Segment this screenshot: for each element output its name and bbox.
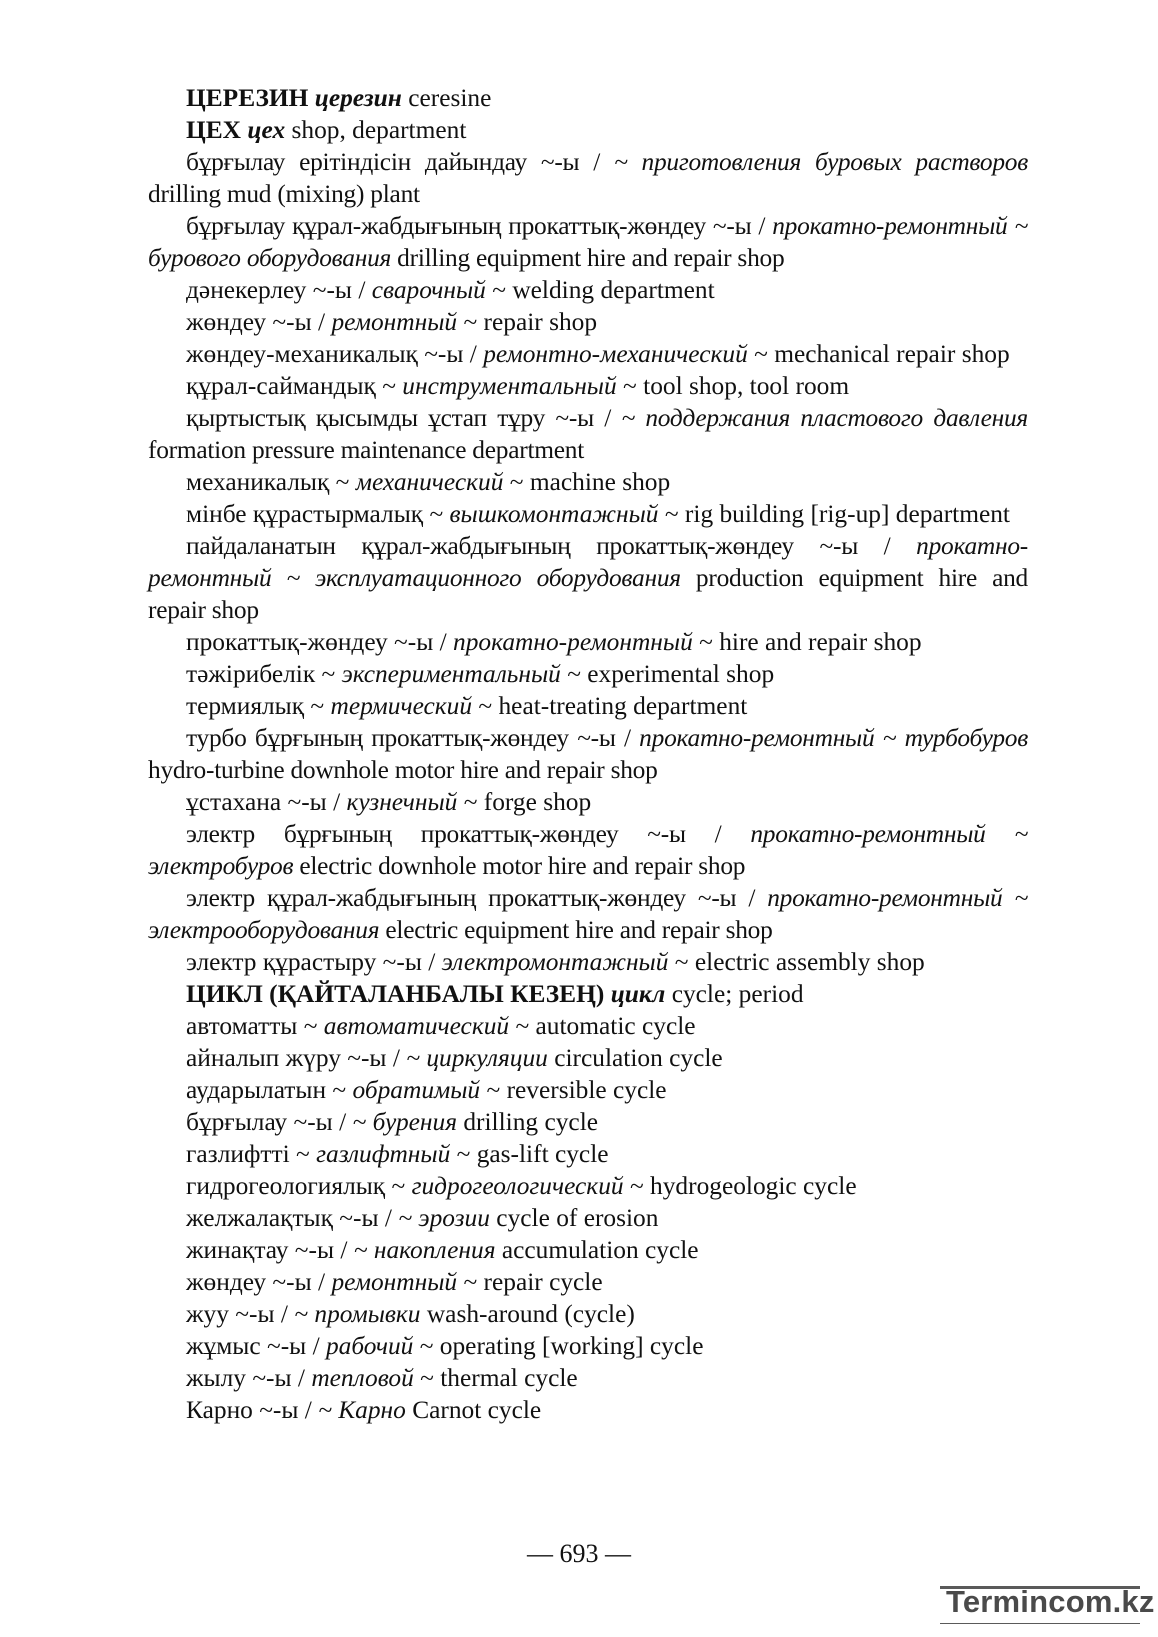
- entry-text: желжалақтық ~-ы /: [186, 1204, 399, 1232]
- entry-text: жуу ~-ы /: [186, 1300, 295, 1328]
- russian-term: ~ приготовления буровых растворов: [614, 148, 1028, 176]
- dictionary-entry: [148, 210, 1028, 274]
- entry-text: cycle; period: [665, 980, 804, 1008]
- entry-text: механикалық ~: [186, 468, 356, 496]
- russian-term: прокатно-ремонтный ~ эксплуатационного оборудования: [148, 532, 1028, 592]
- russian-headword: цикл: [610, 980, 666, 1008]
- entry-text: cycle of erosion: [489, 1204, 659, 1232]
- entry-text: ~ operating [working] cycle: [413, 1332, 704, 1360]
- dictionary-entry: [148, 722, 1028, 786]
- russian-term: ~ промывки: [294, 1300, 421, 1328]
- entry-text: турбо бұрғының прокаттық-жөндеу ~-ы /: [186, 724, 640, 752]
- entry-text: ~ rig building [rig-up] department: [658, 500, 1010, 528]
- watermark-logo: [940, 1582, 1155, 1626]
- dictionary-entry: [148, 498, 1028, 530]
- entry-text: ~ automatic cycle: [509, 1012, 696, 1040]
- russian-term: экспериментальный: [341, 660, 561, 688]
- russian-term: механический: [355, 468, 504, 496]
- russian-term: кузнечный: [346, 788, 458, 816]
- entry-text: formation pressure maintenance department: [148, 436, 585, 464]
- dictionary-entry: [148, 1298, 1028, 1330]
- entry-text: тәжірибелік ~: [186, 660, 342, 688]
- entry-text: ~ machine shop: [503, 468, 671, 496]
- entry-text: электр құрастыру ~-ы /: [186, 948, 442, 976]
- entry-text: accumulation cycle: [495, 1236, 699, 1264]
- dictionary-page: [148, 82, 1028, 1426]
- russian-term: прокатно-ремонтный: [453, 628, 693, 656]
- russian-term: гидрогеологический: [411, 1172, 624, 1200]
- dictionary-entry: [148, 1234, 1028, 1266]
- russian-term: сварочный: [371, 276, 486, 304]
- russian-headword: цех: [247, 116, 286, 144]
- dictionary-entry: [148, 530, 1028, 626]
- entry-text: бұрғылау құрал-жабдығының прокаттық-жөндеу ~-ы /: [186, 212, 773, 240]
- entry-text: пайдаланатын құрал-жабдығының прокаттық-жөндеу ~-ы /: [186, 532, 917, 560]
- russian-term: ~ Карно: [318, 1396, 406, 1424]
- russian-term: ~ эрозии: [398, 1204, 490, 1232]
- entry-text: жөндеу ~-ы /: [186, 1268, 332, 1296]
- entry-text: дәнекерлеу ~-ы /: [186, 276, 372, 304]
- russian-term: прокатно-ремонтный ~ турбобуров: [639, 724, 1028, 752]
- dictionary-entry: [148, 466, 1028, 498]
- dictionary-entry: [148, 1170, 1028, 1202]
- entry-text: электр бұрғының прокаттық-жөндеу ~-ы /: [186, 820, 751, 848]
- entry-text: жөндеу ~-ы /: [186, 308, 332, 336]
- dictionary-entry: [148, 1266, 1028, 1298]
- dictionary-entry: [148, 146, 1028, 210]
- headword: ЦЕРЕЗИН: [186, 84, 309, 112]
- entry-text: ұстахана ~-ы /: [186, 788, 347, 816]
- entry-text: ~ forge shop: [457, 788, 592, 816]
- dictionary-entry: [148, 1042, 1028, 1074]
- russian-term: ~ циркуляции: [406, 1044, 548, 1072]
- entry-text: прокаттық-жөндеу ~-ы /: [186, 628, 454, 656]
- entry-text: электр құрал-жабдығының прокаттық-жөндеу ~-ы /: [186, 884, 768, 912]
- entry-text: electric equipment hire and repair shop: [379, 916, 773, 944]
- entry-text: жұмыс ~-ы /: [186, 1332, 326, 1360]
- entry-text: ~ hydrogeologic cycle: [623, 1172, 857, 1200]
- entry-text: аударылатын ~: [186, 1076, 353, 1104]
- entry-text: ~ electric assembly shop: [668, 948, 925, 976]
- entry-text: жөндеу-механикалық ~-ы /: [186, 340, 484, 368]
- russian-term: вышкомонтажный: [449, 500, 659, 528]
- russian-headword: церезин: [314, 84, 402, 112]
- entry-text: wash-around (cycle): [420, 1300, 635, 1328]
- russian-term: прокатно-ремонтный ~ электрооборудования: [148, 884, 1028, 944]
- russian-term: ~ поддержания пластового давления: [621, 404, 1028, 432]
- entry-text: ~ reversible cycle: [480, 1076, 667, 1104]
- dictionary-entry: [148, 338, 1028, 370]
- russian-term: инструментальный: [402, 372, 617, 400]
- dictionary-entry: [148, 978, 1028, 1010]
- dictionary-entry: [148, 1138, 1028, 1170]
- dictionary-entry: [148, 1106, 1028, 1138]
- entry-text: drilling cycle: [457, 1108, 599, 1136]
- entry-text: газлифтті ~: [186, 1140, 317, 1168]
- dictionary-entry: [148, 690, 1028, 722]
- entry-text: ~ hire and repair shop: [692, 628, 922, 656]
- entry-text: бұрғылау ~-ы /: [186, 1108, 353, 1136]
- dictionary-entry: [148, 1362, 1028, 1394]
- entry-text: бұрғылау ерітіндісін дайындау ~-ы /: [186, 148, 615, 176]
- russian-term: тепловой: [311, 1364, 414, 1392]
- entry-text: гидрогеологиялық ~: [186, 1172, 412, 1200]
- entry-text: құрал-саймандық ~: [186, 372, 403, 400]
- entry-text: ~ gas-lift cycle: [450, 1140, 609, 1168]
- entry-text: ~ repair shop: [457, 308, 598, 336]
- dictionary-entry: [148, 1394, 1028, 1426]
- russian-term: ремонтно-механический: [483, 340, 748, 368]
- entry-text: термиялық ~: [186, 692, 331, 720]
- russian-term: ремонтный: [331, 308, 458, 336]
- dictionary-entry: [148, 786, 1028, 818]
- entry-text: қыртыстық қысымды ұстап тұру ~-ы /: [186, 404, 622, 432]
- dictionary-entry: [148, 402, 1028, 466]
- entry-text: ~ thermal cycle: [413, 1364, 578, 1392]
- entry-text: айналып жүру ~-ы /: [186, 1044, 407, 1072]
- russian-term: газлифтный: [316, 1140, 451, 1168]
- russian-term: прокатно-ремонтный ~ электробуров: [148, 820, 1028, 880]
- russian-term: ~ накопления: [353, 1236, 496, 1264]
- entry-text: ~ repair cycle: [457, 1268, 603, 1296]
- entry-text: ~ tool shop, tool room: [616, 372, 850, 400]
- dictionary-entry: [148, 882, 1028, 946]
- entry-text: drilling equipment hire and repair shop: [391, 244, 785, 272]
- headword: ЦИКЛ (ҚАЙТАЛАНБАЛЫ КЕЗЕҢ): [186, 980, 605, 1008]
- dictionary-entry: [148, 114, 1028, 146]
- russian-term: ремонтный: [331, 1268, 458, 1296]
- watermark-text: Termincom.kz: [946, 1584, 1155, 1619]
- dictionary-entry: [148, 1330, 1028, 1362]
- entry-text: ~ mechanical repair shop: [747, 340, 1010, 368]
- dictionary-entry: [148, 626, 1028, 658]
- russian-term: обратимый: [352, 1076, 481, 1104]
- entry-text: hydro-turbine downhole motor hire and repair shop: [148, 756, 658, 784]
- dictionary-entry: [148, 1074, 1028, 1106]
- entry-text: Карно ~-ы /: [186, 1396, 319, 1424]
- russian-term: электромонтажный: [441, 948, 669, 976]
- headword: ЦЕХ: [186, 116, 242, 144]
- dictionary-entry: [148, 1010, 1028, 1042]
- russian-term: прокатно-ремонтный ~ бурового оборудования: [148, 212, 1028, 272]
- dictionary-entry: [148, 1202, 1028, 1234]
- entry-text: ~ experimental shop: [560, 660, 775, 688]
- entry-text: жылу ~-ы /: [186, 1364, 312, 1392]
- russian-term: ~ бурения: [352, 1108, 457, 1136]
- entry-text: автоматты ~: [186, 1012, 324, 1040]
- entry-text: Carnot cycle: [405, 1396, 542, 1424]
- dictionary-entry: [148, 818, 1028, 882]
- russian-term: термический: [330, 692, 473, 720]
- entry-text: shop, department: [285, 116, 467, 144]
- entry-text: мінбе құрастырмалық ~: [186, 500, 450, 528]
- entry-text: production equipment hire and repair shop: [148, 564, 1029, 624]
- russian-term: рабочий: [325, 1332, 414, 1360]
- dictionary-entry: [148, 274, 1028, 306]
- entry-text: жинақтау ~-ы /: [186, 1236, 354, 1264]
- entry-text: electric downhole motor hire and repair shop: [293, 852, 746, 880]
- dictionary-entry: [148, 658, 1028, 690]
- dictionary-entry: [148, 946, 1028, 978]
- dictionary-entry: [148, 82, 1028, 114]
- dictionary-entry: [148, 370, 1028, 402]
- entry-text: circulation cycle: [547, 1044, 723, 1072]
- entry-text: drilling mud (mixing) plant: [148, 180, 420, 208]
- page-number: — 693 —: [527, 1539, 631, 1568]
- russian-term: автоматический: [323, 1012, 510, 1040]
- dictionary-entry: [148, 306, 1028, 338]
- entry-text: ceresine: [401, 84, 492, 112]
- entry-text: ~ welding department: [485, 276, 715, 304]
- entry-text: ~ heat-treating department: [472, 692, 748, 720]
